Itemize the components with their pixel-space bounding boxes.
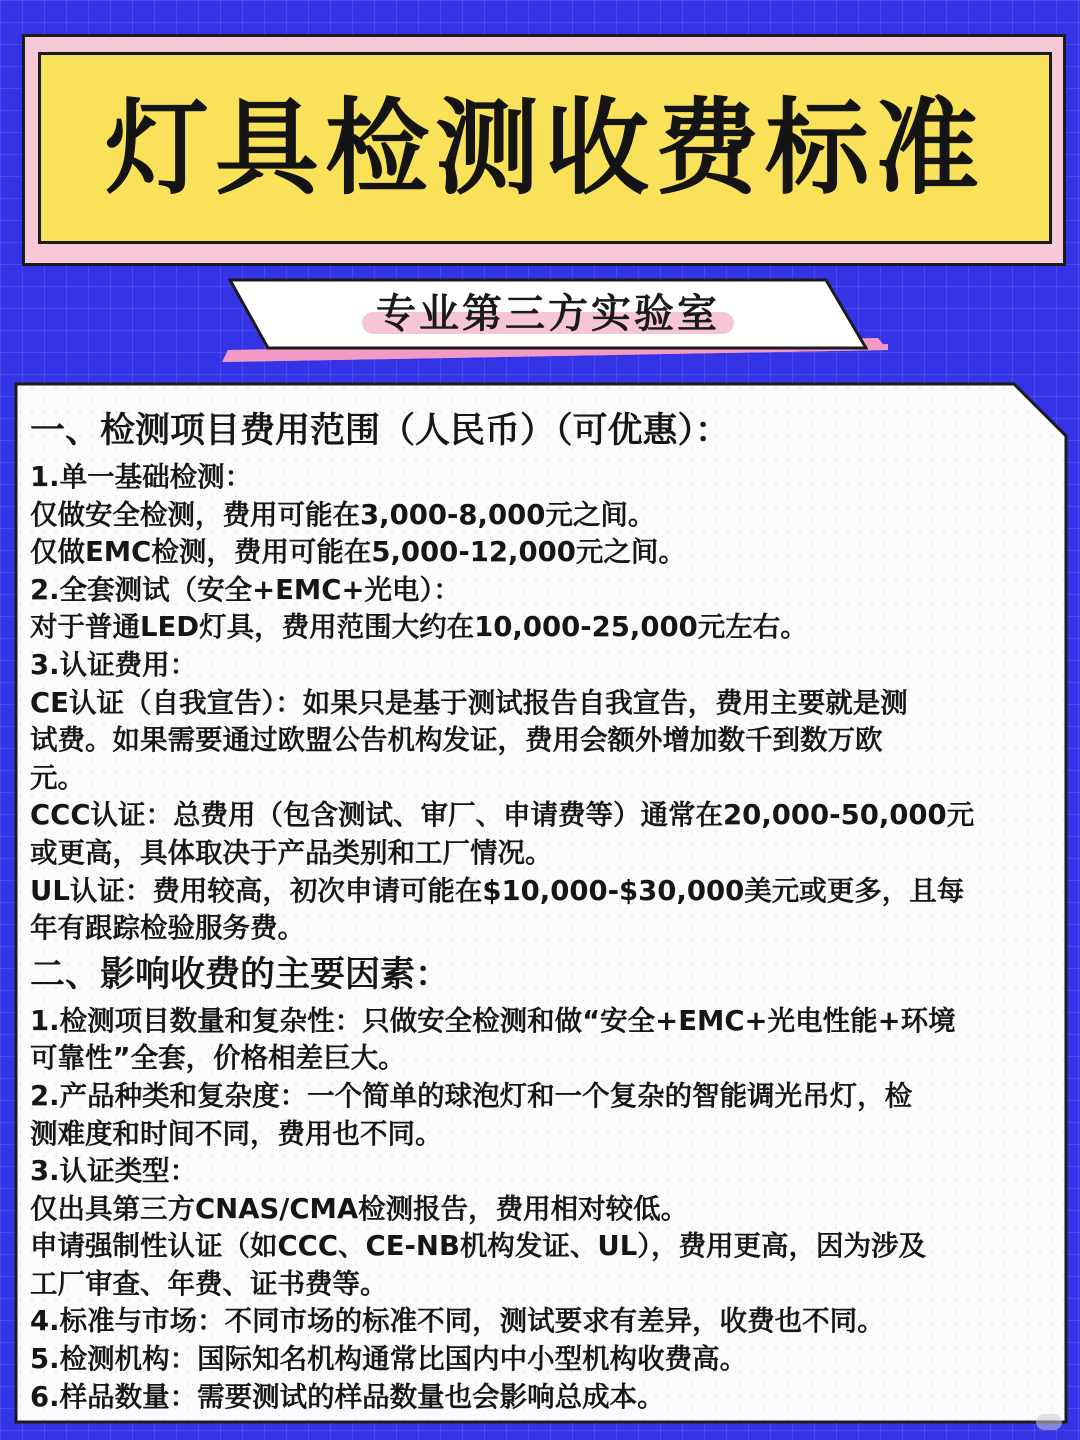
text-line: 4.标准与市场：不同市场的标准不同，测试要求有差异，收费也不同。	[30, 1305, 885, 1338]
text-line: CCC认证：总费用（包含测试、审厂、申请费等）通常在20,000-50,000元	[30, 799, 975, 832]
text-line: 2.全套测试（安全+EMC+光电）：	[30, 573, 461, 606]
text-line: 试费。如果需要通过欧盟公告机构发证，费用会额外增加数千到数万欧	[30, 724, 883, 757]
text-line: 申请强制性认证（如CCC、CE-NB机构发证、UL），费用更高，因为涉及	[30, 1230, 927, 1263]
text-line: 1.单一基础检测：	[30, 461, 253, 493]
watermark-mark	[1036, 1414, 1062, 1430]
text-line: 6.样品数量：需要测试的样品数量也会影响总成本。	[30, 1380, 665, 1413]
text-line: 可靠性”全套，价格相差巨大。	[30, 1042, 406, 1075]
subtitle-ribbon-text	[228, 278, 868, 350]
text-line: 仅出具第三方CNAS/CMA检测报告，费用相对较低。	[30, 1192, 689, 1225]
text-line: 对于普通LED灯具，费用范围大约在10,000-25,000元左右。	[30, 611, 808, 644]
section2-heading: 二、影响收费的主要因素：	[30, 954, 451, 995]
text-line: 测难度和时间不同，费用也不同。	[30, 1117, 443, 1150]
text-line: 工厂审查、年费、证书费等。	[30, 1267, 388, 1300]
text-line: 1.检测项目数量和复杂性：只做安全检测和做“安全+EMC+光电性能+环境	[30, 1004, 956, 1037]
section1-lines	[30, 459, 1060, 948]
text-line: 2.产品种类和复杂度：一个简单的球泡灯和一个复杂的智能调光吊灯，检	[30, 1079, 913, 1112]
subtitle: 专业第三方实验室	[376, 291, 720, 337]
text-line: 仅做EMC检测，费用可能在5,000-12,000元之间。	[30, 536, 686, 569]
text-line: UL认证：费用较高，初次申请可能在$10,000-$30,000美元或更多，且每	[30, 874, 965, 907]
text-line: 3.认证费用：	[30, 648, 198, 681]
text-line: CE认证（自我宣告）：如果只是基于测试报告自我宣告，费用主要就是测	[30, 686, 908, 719]
text-line: 年有跟踪检验服务费。	[30, 912, 305, 945]
text-line: 3.认证类型：	[30, 1155, 198, 1188]
text-line: 元。	[30, 761, 85, 794]
content-body	[30, 404, 1060, 1416]
section1-heading: 一、检测项目费用范围（人民币）（可优惠）：	[30, 411, 731, 451]
page-title: 灯具检测收费标准	[104, 87, 985, 209]
text-line: 或更高，具体取决于产品类别和工厂情况。	[30, 836, 553, 869]
section2-lines	[30, 1003, 1060, 1417]
text-line: 仅做安全检测，费用可能在3,000-8,000元之间。	[30, 498, 656, 531]
text-line: 5.检测机构：国际知名机构通常比国内中小型机构收费高。	[30, 1343, 748, 1376]
title-banner	[38, 52, 1052, 244]
